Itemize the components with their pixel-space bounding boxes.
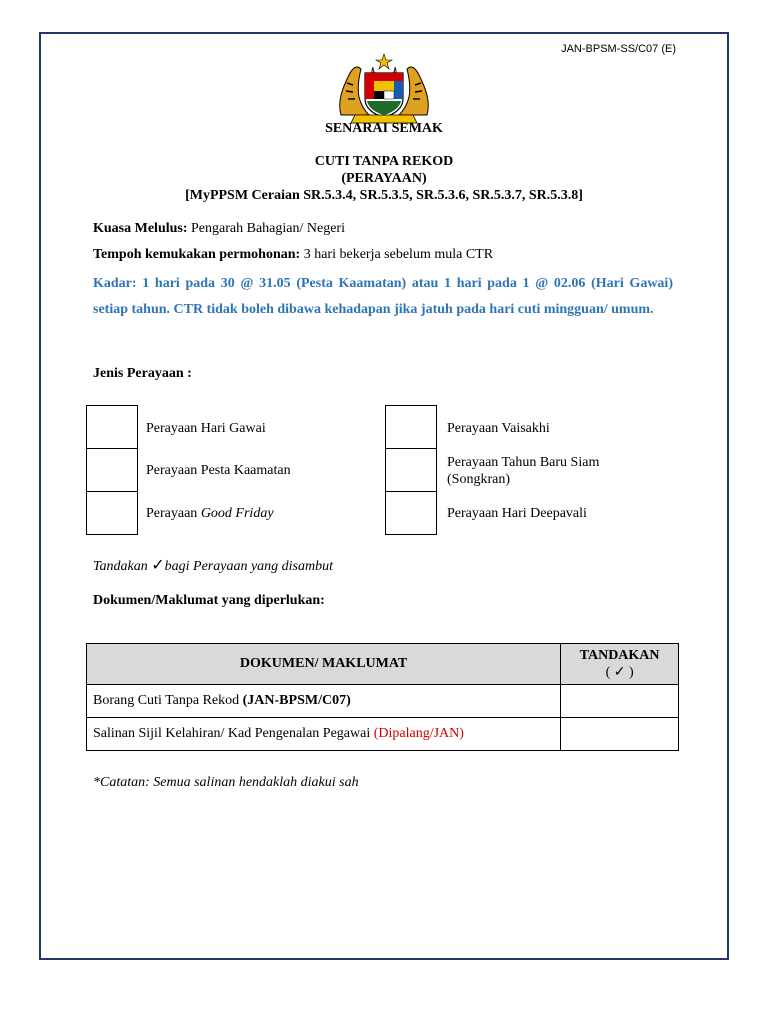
dokumen-text: Borang Cuti Tanpa Rekod: [93, 693, 243, 708]
table-row: [87, 685, 679, 718]
table-cell-tandakan[interactable]: [561, 685, 679, 718]
label-hari-gawai: Perayaan Hari Gawai: [146, 421, 266, 436]
label-songkran: [447, 454, 599, 488]
column-header-tandakan-symbol: ( ✓ ): [605, 665, 634, 680]
column-header-tandakan: [561, 644, 679, 685]
table-cell-dokumen: [87, 718, 561, 751]
check-mark-icon: ✓: [151, 557, 165, 574]
tempoh-line: [93, 247, 493, 263]
table-header-row: [87, 644, 679, 685]
dokumen-heading: Dokumen/Maklumat yang diperlukan:: [93, 593, 325, 608]
checkbox-good-friday[interactable]: [86, 491, 138, 535]
label-good-friday-prefix: Perayaan: [146, 506, 201, 521]
tandakan-note: [93, 555, 333, 575]
tempoh-value: 3 hari bekerja sebelum mula CTR: [303, 247, 494, 262]
label-good-friday: [146, 505, 274, 522]
column-header-tandakan-label: TANDAKAN: [579, 648, 660, 663]
tandakan-note-suffix: bagi Perayaan yang disambut: [164, 559, 333, 574]
kuasa-melulus-line: [93, 221, 345, 237]
checkbox-vaisakhi[interactable]: [385, 405, 437, 449]
checkbox-pesta-kaamatan[interactable]: [86, 448, 138, 492]
label-vaisakhi: Perayaan Vaisakhi: [447, 421, 550, 436]
table-cell-tandakan[interactable]: [561, 718, 679, 751]
label-songkran-line2: (Songkran): [447, 472, 510, 487]
checkbox-songkran[interactable]: [385, 448, 437, 492]
label-songkran-line1: Perayaan Tahun Baru Siam: [447, 455, 600, 470]
document-title: SENARAI SEMAK: [325, 121, 443, 136]
dokumen-red-note: (Dipalang/JAN): [373, 726, 464, 741]
column-header-dokumen: DOKUMEN/ MAKLUMAT: [87, 644, 561, 685]
tempoh-label: Tempoh kemukakan permohonan:: [93, 247, 301, 262]
dokumen-code: (JAN-BPSM/C07): [242, 693, 351, 708]
document-subtitle-category: (PERAYAAN): [341, 171, 427, 186]
tandakan-note-prefix: Tandakan: [93, 559, 152, 574]
table-cell-dokumen: [87, 685, 561, 718]
dokumen-table: [86, 643, 679, 751]
label-pesta-kaamatan: Perayaan Pesta Kaamatan: [146, 463, 291, 478]
document-reference: [MyPPSM Ceraian SR.5.3.4, SR.5.3.5, SR.5.3.6, SR.5.3.7, SR.5.3.8]: [185, 188, 583, 203]
dokumen-text: Salinan Sijil Kelahiran/ Kad Pengenalan Pegawai: [93, 726, 374, 741]
catatan-note: *Catatan: Semua salinan hendaklah diakui sah: [93, 775, 359, 790]
table-row: [87, 718, 679, 751]
kuasa-melulus-value: Pengarah Bahagian/ Negeri: [191, 221, 345, 236]
kadar-paragraph: Kadar: 1 hari pada 30 @ 31.05 (Pesta Kaamatan) atau 1 hari pada 1 @ 02.06 (Hari Gawai) setiap tahun. CTR tidak boleh dibawa kehadapan jika jatuh pada hari cuti mingguan/ umum.: [93, 276, 673, 317]
kuasa-melulus-label: Kuasa Melulus:: [93, 221, 188, 236]
jenis-perayaan-heading: Jenis Perayaan :: [93, 366, 192, 381]
label-deepavali: Perayaan Hari Deepavali: [447, 506, 587, 521]
form-code: JAN-BPSM-SS/C07 (E): [561, 43, 676, 55]
document-subtitle: CUTI TANPA REKOD: [314, 154, 454, 169]
malaysia-coat-of-arms-logo: [335, 53, 433, 125]
checkbox-hari-gawai[interactable]: [86, 405, 138, 449]
checkbox-deepavali[interactable]: [385, 491, 437, 535]
label-good-friday-italic: Good Friday: [200, 506, 274, 521]
